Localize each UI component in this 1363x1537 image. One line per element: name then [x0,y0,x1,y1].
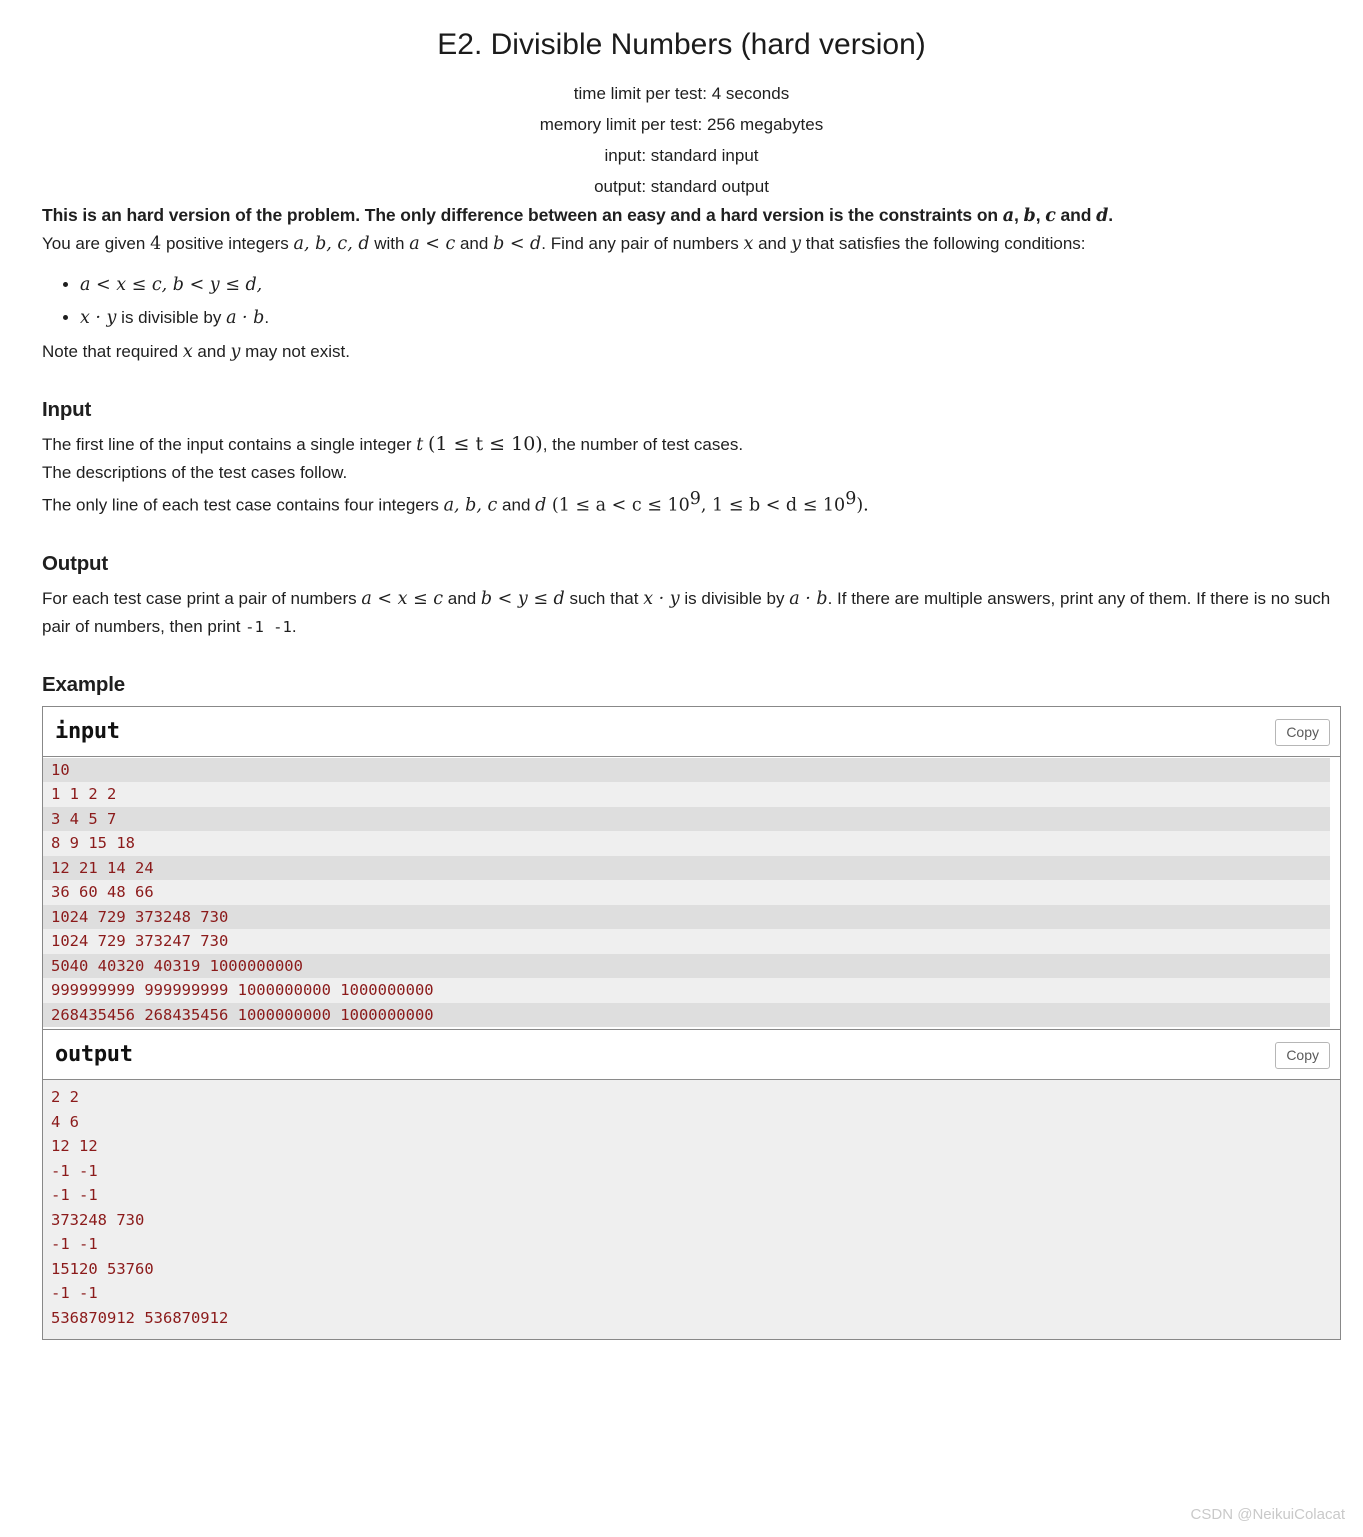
code-line: 8 9 15 18 [43,831,1330,856]
output-ineq-x: a < x ≤ c [361,588,444,609]
given-text-6: and [753,234,792,253]
output-text-tail: . If there are multiple answers, print any of them. If there is no such pair of numbers, then print [42,588,1331,636]
code-line: 1 1 2 2 [43,782,1330,807]
input-desc-and: and [497,495,536,515]
list-item [80,272,1341,298]
output-product: x · y [643,588,680,609]
note-text-2: and [192,342,231,361]
output-spec: output: standard output [594,177,769,196]
input-line-2: The descriptions of the test cases follow. [42,463,348,482]
output-text-div: is divisible by [679,588,790,608]
constraint-mid: , 1 ≤ b < d ≤ 10 [700,495,846,516]
condition-range: a < x ≤ c, b < y ≤ d, [80,275,263,295]
input-var-d: d [535,495,547,516]
given-text-2: positive integers [161,234,294,253]
given-inequality-bd: b < d [493,234,542,254]
given-variables: a, b, c, d [293,234,370,254]
output-block-title: output [43,1030,1340,1080]
input-text-post: , the number of test cases. [542,435,744,454]
output-divisor: a · b [789,588,828,609]
period: . [1108,205,1114,225]
constraint-open: (1 ≤ a < c ≤ 10 [546,495,690,516]
input-example-block [43,707,1340,1030]
conj-and: and [1055,205,1097,225]
list-item [80,305,1341,331]
problem-header [0,0,1363,202]
code-line: 2 2 [51,1088,79,1107]
output-text-mid: such that [564,588,644,608]
note-text-3: may not exist. [240,342,350,361]
output-section-heading: Output [42,551,108,575]
input-line-1 [42,431,1341,459]
input-spec: input: standard input [604,146,759,165]
conditions-list [42,272,1341,331]
given-text-4: and [455,234,494,253]
output-example-data [43,1080,1340,1339]
input-line-3 [42,486,1341,520]
code-line: 12 21 14 24 [43,856,1330,881]
output-example-block [43,1029,1340,1339]
note-var-x: x [182,342,193,362]
condition-divisible-text: is divisible by [116,308,227,327]
code-line: 15120 53760 [51,1259,154,1278]
condition-divisor: a · b [226,308,265,328]
no-answer-code: -1 -1 [245,617,292,636]
sep-2: , [1035,205,1046,225]
problem-statement [0,202,1363,698]
given-text-1: You are given [42,234,151,253]
sep-1: , [1014,205,1024,225]
memory-limit: memory limit per test: 256 megabytes [539,115,824,134]
output-text-pre: For each test case print a pair of numbers [42,588,362,608]
var-b: b [1023,206,1036,226]
var-a: a [1002,206,1015,226]
var-x: x [743,234,754,254]
note-var-y: y [230,342,241,362]
code-line: 36 60 48 66 [43,880,1330,905]
code-line: -1 -1 [51,1186,98,1205]
output-description [42,585,1341,641]
input-section-heading: Input [42,398,92,421]
given-paragraph [42,230,1341,258]
code-line: 4 6 [51,1112,79,1131]
sample-tests [42,706,1341,1341]
input-example-data [43,757,1340,1030]
copy-output-button[interactable]: Copy [1275,1042,1330,1069]
time-limit: time limit per test: 4 seconds [573,84,790,103]
code-line: 1024 729 373248 730 [43,905,1330,930]
code-line: 12 12 [51,1137,98,1156]
input-desc-pre: The only line of each test case contains four integers [42,495,444,515]
output-ineq-y: b < y ≤ d [480,588,565,609]
constraint-close: ). [856,495,869,516]
note-paragraph [42,338,1341,366]
code-line: 536870912 536870912 [51,1308,229,1327]
page-title: E2. Divisible Numbers (hard version) [437,28,926,61]
code-line: -1 -1 [51,1235,98,1254]
given-text-5: . Find any pair of numbers [541,234,744,253]
var-d: d [1096,206,1109,226]
var-t: t [416,435,424,455]
notice-text: This is an hard version of the problem. The only difference between an easy and a hard version is the constraints on [42,205,1003,225]
note-text-1: Note that required [42,342,183,361]
watermark: CSDN @NeikuiColacat [1190,1506,1345,1523]
var-c: c [1045,206,1056,226]
exponent-2: 9 [845,489,857,509]
input-block-title: input [43,707,1340,757]
code-line: -1 -1 [51,1161,98,1180]
condition-period: . [264,308,270,327]
output-text-and: and [443,588,481,608]
given-count: 4 [150,234,162,254]
input-text-pre: The first line of the input contains a single integer [42,435,417,454]
code-line: -1 -1 [51,1284,98,1303]
t-range: (1 ≤ t ≤ 10) [428,433,543,455]
given-text-7: that satisfies the following conditions: [801,234,1086,253]
input-vars-abc: a, b, c [443,495,498,516]
var-y: y [791,234,802,254]
code-line: 268435456 268435456 1000000000 1000000000 [43,1003,1330,1028]
code-line: 10 [43,758,1330,783]
sample-test-block [42,706,1341,1341]
condition-product: x · y [80,308,117,328]
output-text-end: . [291,616,297,636]
code-line: 3 4 5 7 [43,807,1330,832]
exponent-1: 9 [689,489,701,509]
code-line: 5040 40320 40319 1000000000 [43,954,1330,979]
given-inequality-ac: a < c [409,234,456,254]
code-line: 1024 729 373247 730 [43,929,1330,954]
code-line: 373248 730 [51,1210,145,1229]
code-line: 999999999 999999999 1000000000 1000000000 [43,978,1330,1003]
hard-version-notice [42,202,1341,230]
example-heading: Example [42,672,125,696]
copy-input-button[interactable]: Copy [1275,719,1330,746]
given-text-3: with [369,234,410,253]
